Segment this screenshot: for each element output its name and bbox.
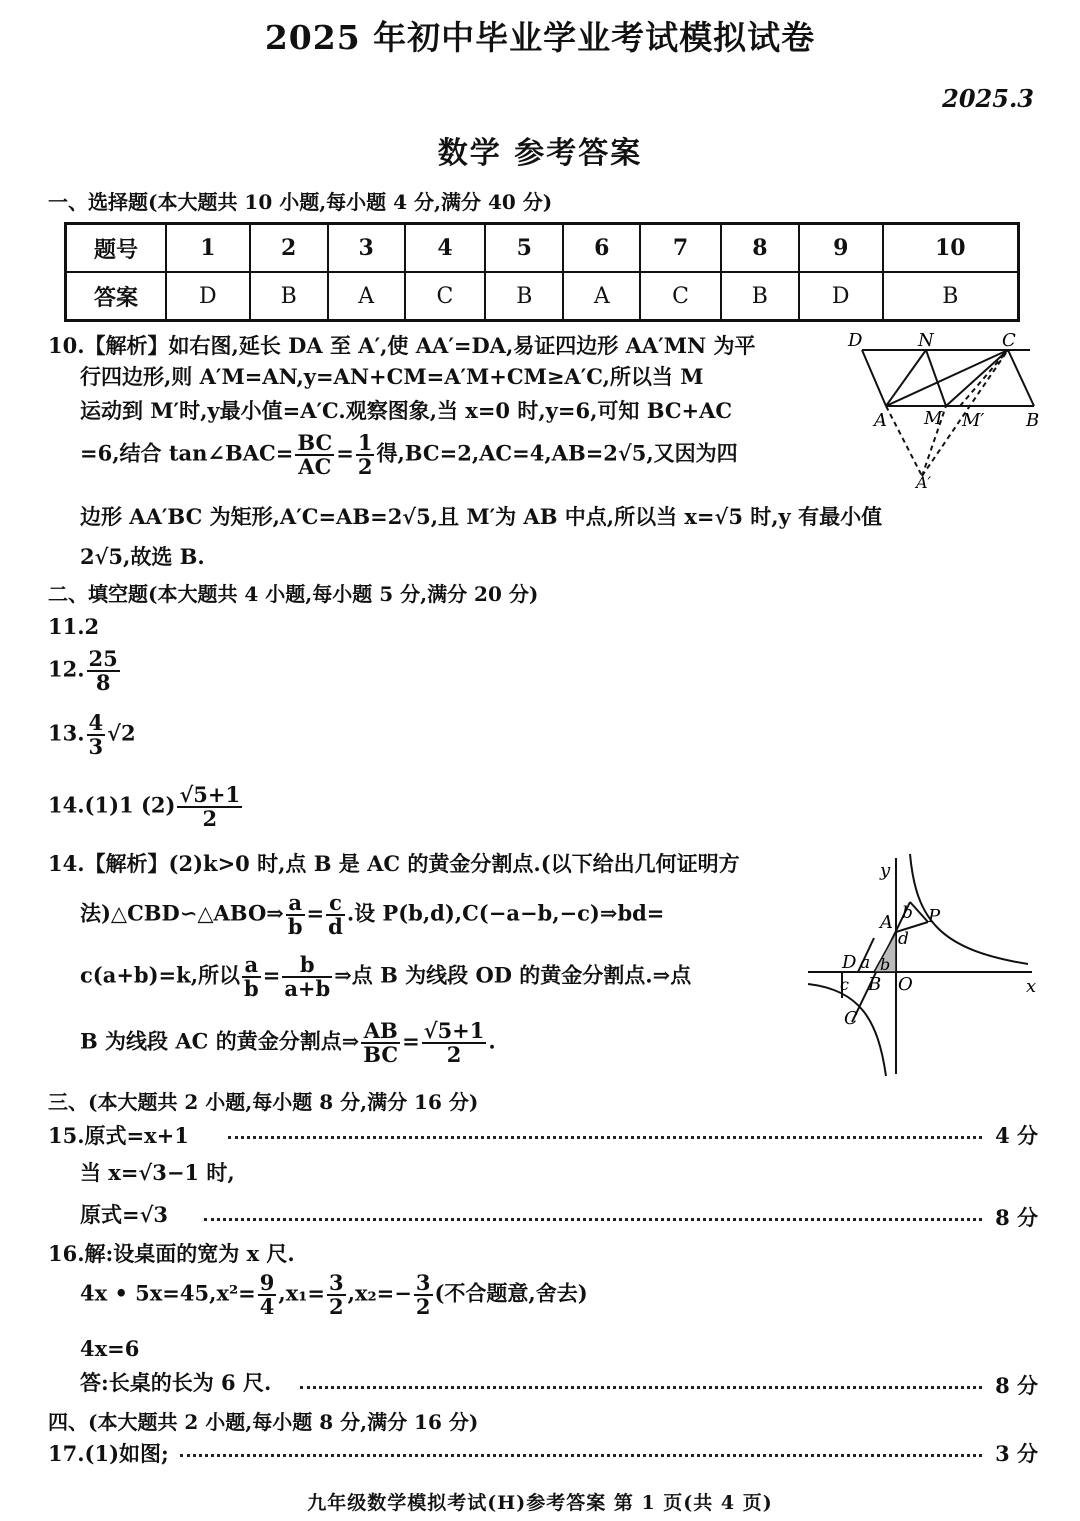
denominator: 3 — [88, 734, 104, 760]
q16-line-2-text: 4x • 5x=45,x²= — [80, 1280, 256, 1306]
q16-line-2-tail: (不合题意,舍去) — [434, 1280, 588, 1306]
denominator: d — [328, 914, 343, 940]
dotted-leader — [180, 1454, 982, 1457]
section-2-heading: 二、填空题(本大题共 4 小题,每小题 5 分,满分 20 分) — [48, 582, 539, 606]
question-number-cell: 9 — [799, 224, 883, 273]
q16-line-2 — [80, 1272, 588, 1318]
answer-cell: A — [563, 272, 640, 321]
label-D: D — [842, 952, 857, 973]
numerator: a — [286, 892, 305, 916]
denominator: b — [287, 914, 303, 940]
score-label: 8 分 — [995, 1205, 1038, 1230]
numerator: 9 — [259, 1270, 275, 1295]
label-C: C — [1002, 330, 1016, 351]
fraction — [177, 784, 242, 830]
fraction — [422, 1020, 487, 1066]
question-number-cell: 5 — [485, 224, 563, 273]
q14-line-3-text: c(a+b)=k,所以 — [80, 962, 241, 988]
fraction — [295, 432, 334, 478]
numerator: 1 — [357, 430, 373, 455]
q14-line-4 — [80, 1020, 496, 1066]
label-b-top: b — [902, 903, 913, 923]
numerator: 25 — [88, 646, 118, 671]
fraction — [286, 892, 305, 938]
question-number-cell: 1 — [166, 224, 250, 273]
q16-line-1: 16.解:设桌面的宽为 x 尺. — [48, 1241, 295, 1266]
answer-table-row-numbers — [66, 224, 1019, 273]
dotted-leader — [228, 1136, 982, 1139]
equals-sign: = — [306, 900, 325, 926]
q10-line-3: 运动到 M′时,y最小值=A′C.观察图象,当 x=0 时,y=6,可知 BC+AC — [80, 398, 733, 423]
answer-13-label: 13. — [48, 720, 85, 746]
answer-table — [64, 222, 1020, 322]
question-number-cell: 8 — [721, 224, 799, 273]
label-B: B — [868, 974, 882, 995]
numerator: a — [242, 954, 261, 978]
denominator: 2 — [415, 1294, 431, 1320]
denominator: AC — [298, 454, 332, 480]
denominator: 2 — [202, 806, 218, 832]
equals-sign: = — [262, 962, 281, 988]
fraction — [361, 1020, 400, 1066]
answer-cell: A — [328, 272, 405, 321]
fraction — [414, 1272, 433, 1318]
section-4-heading: 四、(本大题共 2 小题,每小题 8 分,满分 16 分) — [48, 1410, 479, 1434]
q10-line-5: 边形 AA′BC 为矩形,A′C=AB=2√5,且 M′为 AB 中点,所以当 x=√5 时,y 有最小值 — [80, 504, 883, 529]
question-number-cell: 3 — [328, 224, 405, 273]
q10-geometry-figure — [842, 326, 1052, 492]
label-A-prime: A′ — [916, 473, 932, 492]
answer-12 — [48, 648, 122, 694]
document-subtitle: 数学 参考答案 — [437, 136, 643, 171]
answer-cell: B — [485, 272, 563, 321]
q16-line-4: 答:长桌的长为 6 尺. — [80, 1370, 272, 1395]
answer-13-tail: √2 — [107, 720, 136, 746]
q10-line-1: 10.【解析】如右图,延长 DA 至 A′,使 AA′=DA,易证四边形 AA′MN 为平 — [48, 333, 756, 358]
q14-line-4-tail: . — [488, 1028, 496, 1054]
label-a: a — [860, 953, 871, 973]
label-x-axis: x — [1026, 976, 1037, 997]
numerator: 3 — [329, 1270, 344, 1295]
denominator: BC — [363, 1042, 399, 1068]
q17-line-1: 17.(1)如图; — [48, 1441, 169, 1466]
label-M: M — [924, 408, 943, 429]
score-label: 4 分 — [995, 1123, 1038, 1148]
page-footer: 九年级数学模拟考试(H)参考答案 第 1 页(共 4 页) — [307, 1492, 773, 1514]
section-3-heading: 三、(本大题共 2 小题,每小题 8 分,满分 16 分) — [48, 1090, 479, 1114]
question-number-cell: 4 — [405, 224, 486, 273]
label-B: B — [1026, 410, 1040, 431]
answer-cell: D — [799, 272, 883, 321]
section-1-heading: 一、选择题(本大题共 10 小题,每小题 4 分,满分 40 分) — [48, 190, 553, 214]
q14-line-4-text: B 为线段 AC 的黄金分割点⇒ — [80, 1028, 360, 1054]
document-title: 2025 年初中毕业学业考试模拟试卷 — [264, 18, 816, 57]
answer-13 — [48, 712, 136, 758]
numerator: AB — [361, 1020, 400, 1044]
label-y-axis: y — [880, 860, 891, 881]
q14-line-2 — [80, 892, 664, 938]
fraction — [282, 954, 332, 1000]
q15-line-2: 当 x=√3−1 时, — [80, 1160, 235, 1185]
denominator: 2 — [446, 1042, 462, 1068]
equals-sign: = — [336, 440, 354, 466]
q16-x2-label: ,x₂=− — [347, 1280, 412, 1306]
numerator: c — [326, 892, 345, 916]
q16-line-3: 4x=6 — [80, 1336, 140, 1361]
denominator: 4 — [259, 1294, 275, 1320]
table-header-cell: 答案 — [66, 272, 167, 321]
answer-12-label: 12. — [48, 656, 85, 682]
numerator: BC — [297, 430, 333, 455]
answer-table-row-answers — [66, 272, 1019, 321]
answer-14-label: 14.(1)1 (2) — [48, 792, 176, 818]
q15-line-1: 15.原式=x+1 — [48, 1123, 189, 1148]
fraction — [258, 1272, 277, 1318]
answer-cell: D — [166, 272, 250, 321]
label-d: d — [898, 929, 909, 949]
label-D: D — [848, 330, 863, 351]
q14-line-2-tail: .设 P(b,d),C(−a−b,−c)⇒bd= — [346, 900, 665, 926]
label-A: A — [874, 410, 887, 431]
fraction — [87, 648, 120, 694]
label-O: O — [898, 974, 913, 995]
fraction — [242, 954, 261, 1000]
label-A: A — [880, 912, 893, 933]
question-number-cell: 6 — [563, 224, 640, 273]
label-C: C — [844, 1008, 858, 1029]
fraction — [327, 1272, 346, 1318]
answer-cell: B — [721, 272, 799, 321]
label-b-middle: b — [880, 955, 891, 974]
label-M-prime: M′ — [962, 410, 985, 431]
numerator: √5+1 — [423, 1018, 485, 1043]
label-c: c — [840, 975, 849, 994]
q14-line-1: 14.【解析】(2)k>0 时,点 B 是 AC 的黄金分割点.(以下给出几何证明方 — [48, 851, 740, 876]
numerator: √5+1 — [179, 782, 241, 807]
denominator: 8 — [95, 670, 111, 696]
numerator: b — [282, 954, 332, 978]
q14-hyperbola-figure — [800, 850, 1050, 1080]
denominator: b — [244, 976, 259, 1002]
answer-cell: B — [250, 272, 328, 321]
numerator: 3 — [415, 1270, 431, 1295]
denominator: a+b — [284, 976, 331, 1002]
q10-line-4-tail: 得,BC=2,AC=4,AB=2√5,又因为四 — [376, 440, 738, 466]
fraction — [87, 712, 106, 758]
q15-line-3: 原式=√3 — [80, 1202, 169, 1227]
denominator: 2 — [329, 1294, 344, 1320]
question-number-cell: 7 — [640, 224, 721, 273]
score-label: 3 分 — [995, 1441, 1038, 1466]
answer-11: 11.2 — [48, 614, 100, 639]
q14-line-3-tail: ⇒点 B 为线段 OD 的黄金分割点.⇒点 — [334, 962, 692, 988]
dotted-leader — [204, 1218, 982, 1221]
q14-line-2-text: 法)△CBD∽△ABO⇒ — [80, 900, 284, 926]
numerator: 4 — [88, 710, 104, 735]
label-P: P — [928, 906, 941, 927]
q10-line-4 — [80, 432, 738, 478]
q10-line-6: 2√5,故选 B. — [80, 544, 205, 569]
fraction — [356, 432, 375, 478]
equals-sign: = — [402, 1028, 420, 1054]
label-N: N — [918, 330, 934, 351]
answer-cell: B — [883, 272, 1019, 321]
answer-14 — [48, 784, 244, 830]
question-number-cell: 2 — [250, 224, 328, 273]
q16-x1-label: ,x₁= — [278, 1280, 326, 1306]
denominator: 2 — [357, 454, 373, 480]
question-number-cell: 10 — [883, 224, 1019, 273]
q14-line-3 — [80, 954, 691, 1000]
q10-line-4-text: =6,结合 tan∠BAC= — [80, 440, 294, 466]
dotted-leader — [300, 1386, 982, 1389]
table-header-cell: 题号 — [66, 224, 167, 273]
fraction — [326, 892, 345, 938]
exam-date: 2025.3 — [942, 84, 1034, 113]
answer-cell: C — [640, 272, 721, 321]
score-label: 8 分 — [995, 1373, 1038, 1398]
answer-cell: C — [405, 272, 486, 321]
q10-line-2: 行四边形,则 A′M=AN,y=AN+CM=A′M+CM≥A′C,所以当 M — [80, 364, 704, 389]
